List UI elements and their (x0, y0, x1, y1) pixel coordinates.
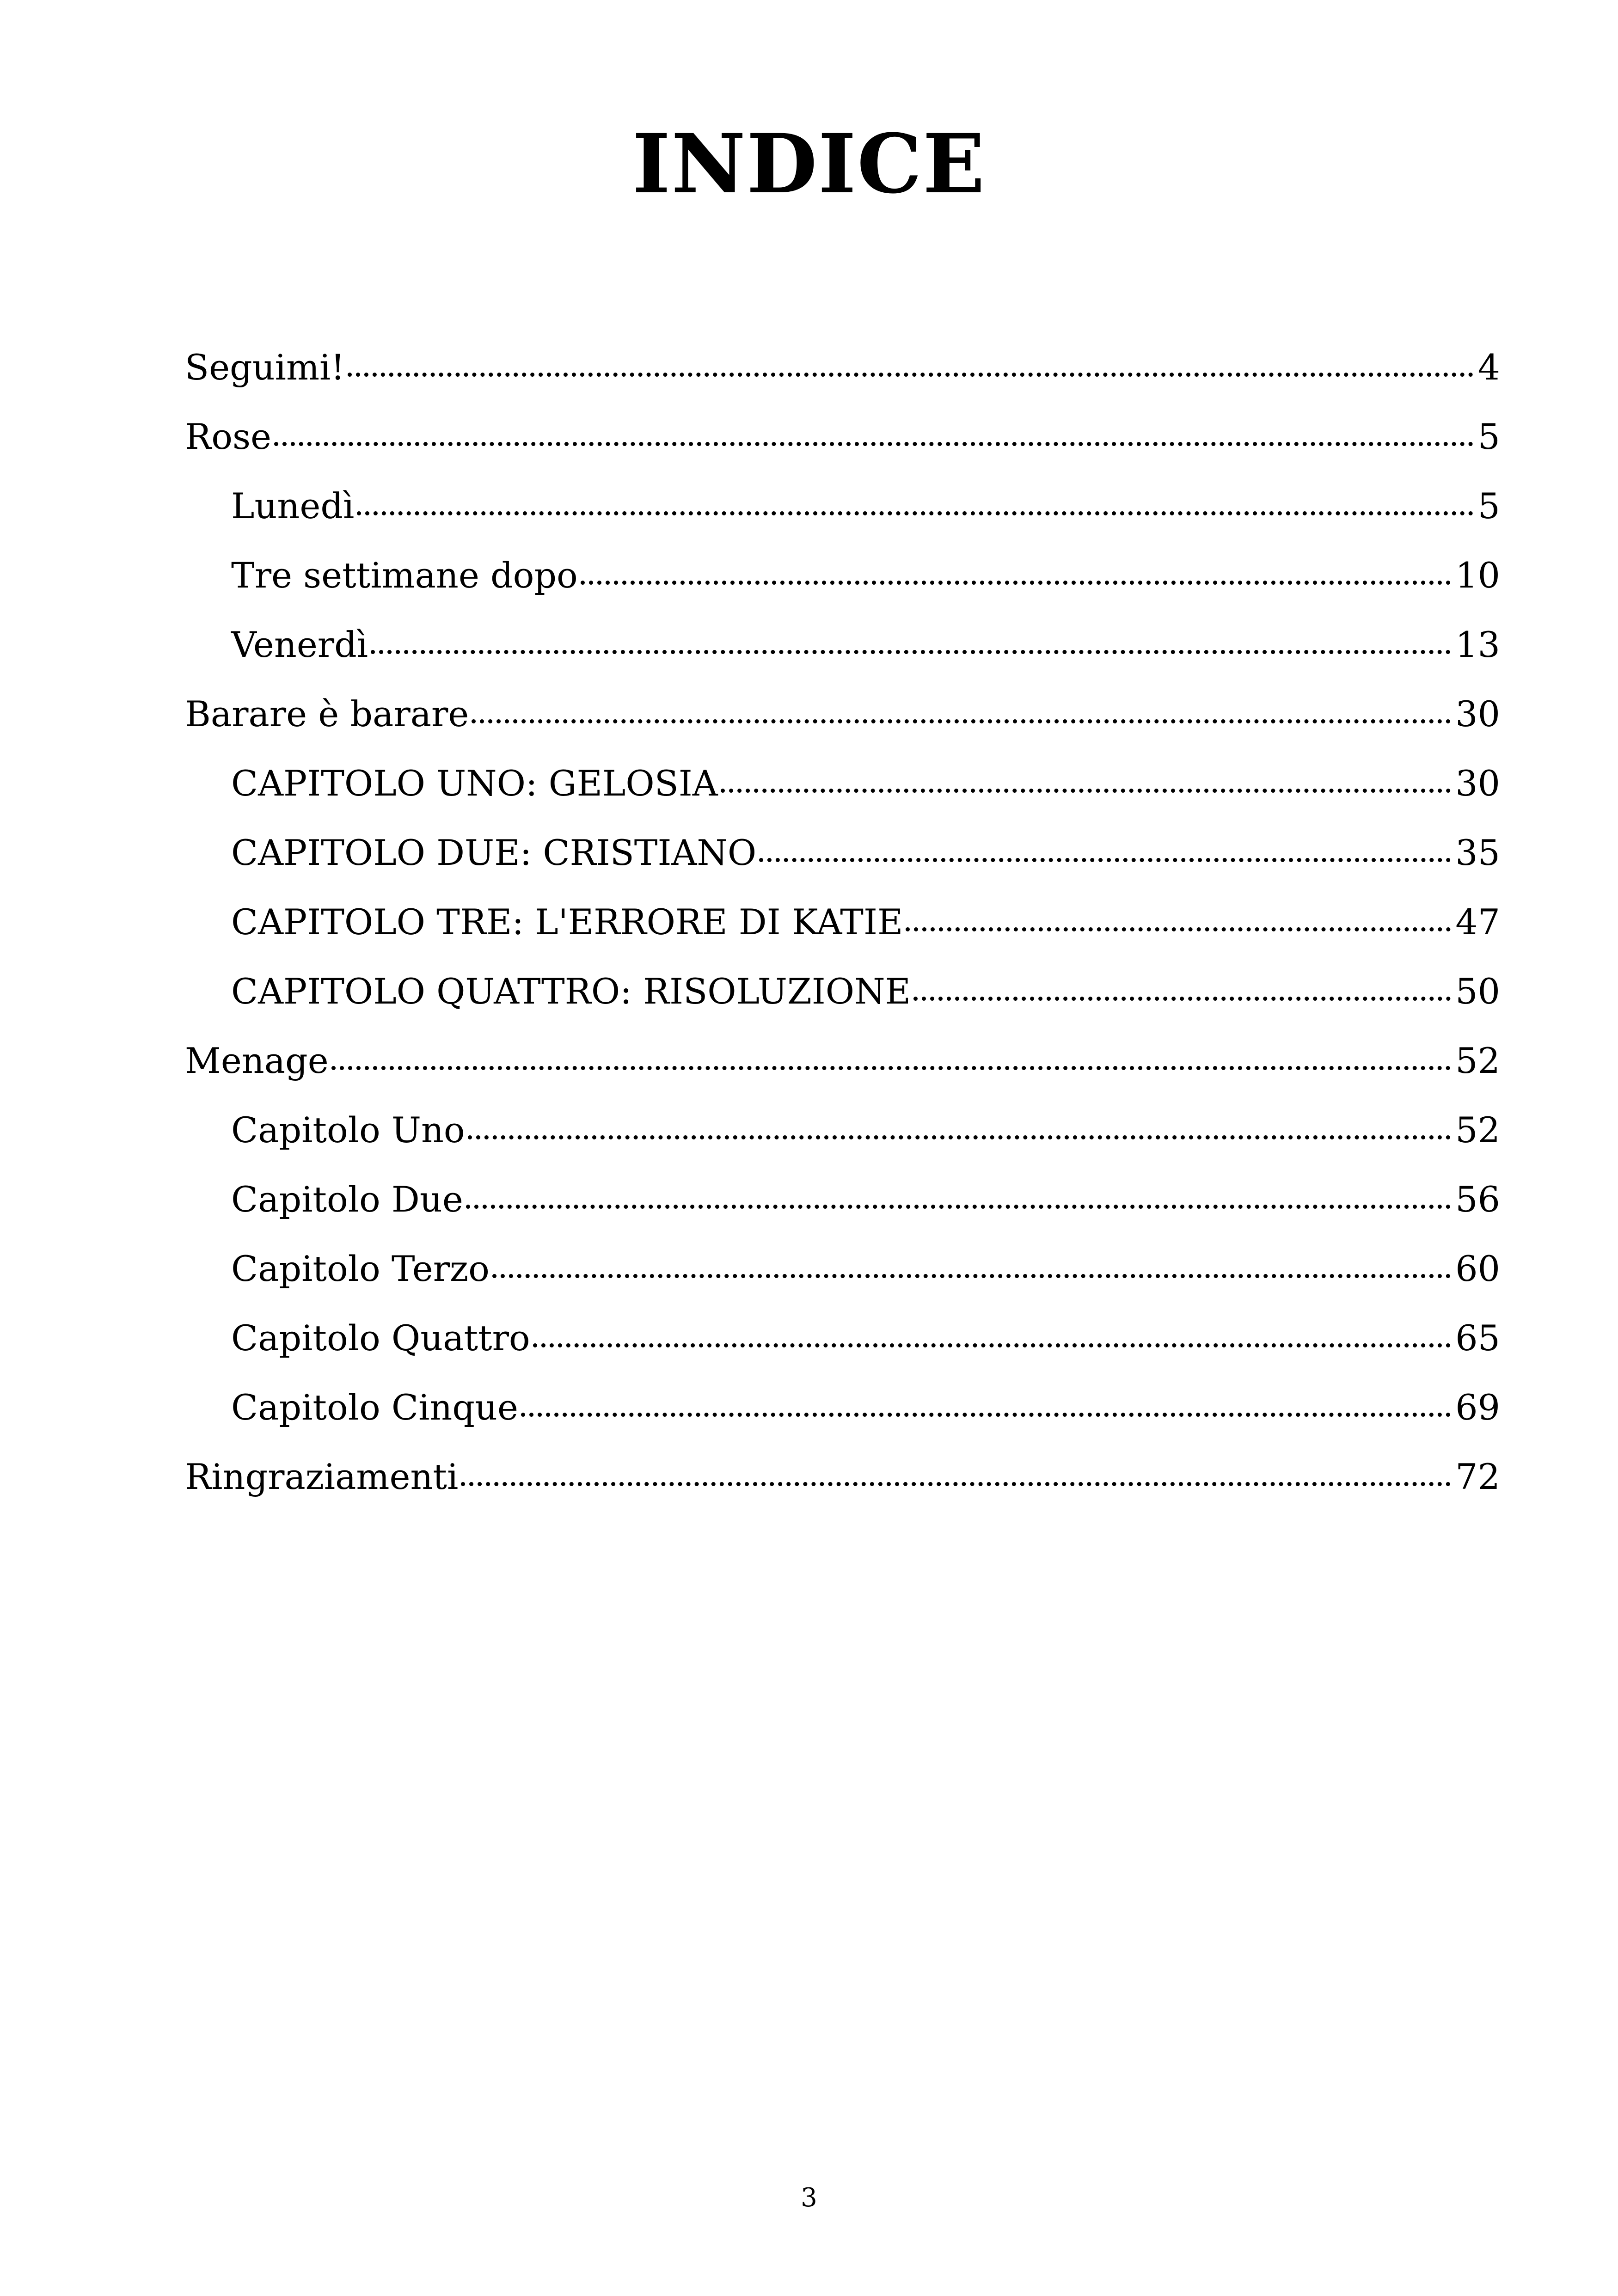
toc-entry-label: Capitolo Quattro (231, 1317, 530, 1359)
toc-entry-page: 5 (1477, 416, 1500, 457)
toc-entry-label: Ringraziamenti (185, 1456, 459, 1497)
toc-entry-page: 5 (1477, 485, 1500, 527)
dot-leader (906, 927, 1451, 931)
toc-entry[interactable] (185, 1373, 1500, 1442)
toc-entry[interactable] (185, 680, 1500, 749)
page-title: INDICE (632, 116, 986, 212)
toc-entry-label: Rose (185, 416, 271, 457)
toc-entry[interactable] (185, 1234, 1500, 1304)
toc-entry-label: Seguimi! (185, 347, 345, 388)
toc-entry-label: CAPITOLO QUATTRO: RISOLUZIONE (231, 971, 911, 1012)
toc-entry-page: 72 (1455, 1456, 1500, 1497)
toc-entry-page: 52 (1455, 1109, 1500, 1151)
dot-leader (913, 997, 1451, 1001)
toc-entry[interactable] (185, 1165, 1500, 1234)
toc-entry[interactable] (185, 1026, 1500, 1096)
toc-entry-label: CAPITOLO UNO: GELOSIA (231, 763, 718, 804)
toc-entry[interactable] (185, 888, 1500, 957)
toc-entry-label: Venerdì (231, 624, 368, 665)
toc-entry-label: CAPITOLO DUE: CRISTIANO (231, 832, 757, 873)
toc-entry-label: Capitolo Uno (231, 1109, 465, 1151)
toc-entry-label: Capitolo Cinque (231, 1387, 518, 1428)
dot-leader (331, 1066, 1451, 1070)
dot-leader (492, 1274, 1451, 1278)
toc-entry-page: 30 (1455, 763, 1500, 804)
toc-entry[interactable] (185, 749, 1500, 818)
dot-leader (533, 1343, 1451, 1347)
toc-entry[interactable] (185, 471, 1500, 541)
toc-entry[interactable] (185, 1096, 1500, 1165)
table-of-contents (185, 333, 1500, 1512)
toc-entry[interactable] (185, 402, 1500, 471)
toc-entry-page: 50 (1455, 971, 1500, 1012)
toc-entry-label: Barare è barare (185, 693, 469, 735)
toc-entry-page: 13 (1455, 624, 1500, 665)
dot-leader (581, 581, 1451, 585)
toc-entry-page: 65 (1455, 1317, 1500, 1359)
toc-entry[interactable] (185, 1304, 1500, 1373)
dot-leader (357, 511, 1473, 515)
dot-leader (348, 373, 1473, 377)
toc-entry-page: 4 (1477, 347, 1500, 388)
toc-entry-label: Capitolo Terzo (231, 1248, 490, 1289)
dot-leader (759, 858, 1451, 862)
dot-leader (461, 1482, 1451, 1486)
toc-entry-label: Menage (185, 1040, 329, 1081)
toc-entry-page: 35 (1455, 832, 1500, 873)
dot-leader (371, 650, 1451, 654)
toc-entry-page: 60 (1455, 1248, 1500, 1289)
dot-leader (468, 1135, 1451, 1139)
toc-entry[interactable] (185, 818, 1500, 888)
toc-entry-label: Lunedì (231, 485, 355, 527)
toc-entry-page: 56 (1455, 1179, 1500, 1220)
toc-entry[interactable] (185, 610, 1500, 680)
toc-entry[interactable] (185, 1442, 1500, 1512)
toc-entry-page: 30 (1455, 693, 1500, 735)
dot-leader (721, 789, 1451, 793)
toc-entry-page: 52 (1455, 1040, 1500, 1081)
toc-entry-label: Capitolo Due (231, 1179, 463, 1220)
toc-entry-page: 69 (1455, 1387, 1500, 1428)
toc-entry-page: 10 (1455, 555, 1500, 596)
toc-entry-label: Tre settimane dopo (231, 555, 578, 596)
dot-leader (472, 719, 1451, 723)
page-number: 3 (801, 2183, 817, 2213)
toc-entry[interactable] (185, 957, 1500, 1026)
dot-leader (521, 1413, 1451, 1417)
dot-leader (274, 442, 1473, 446)
toc-entry[interactable] (185, 333, 1500, 402)
dot-leader (466, 1205, 1451, 1209)
toc-entry[interactable] (185, 541, 1500, 610)
toc-entry-page: 47 (1455, 901, 1500, 943)
toc-entry-label: CAPITOLO TRE: L'ERRORE DI KATIE (231, 901, 903, 943)
